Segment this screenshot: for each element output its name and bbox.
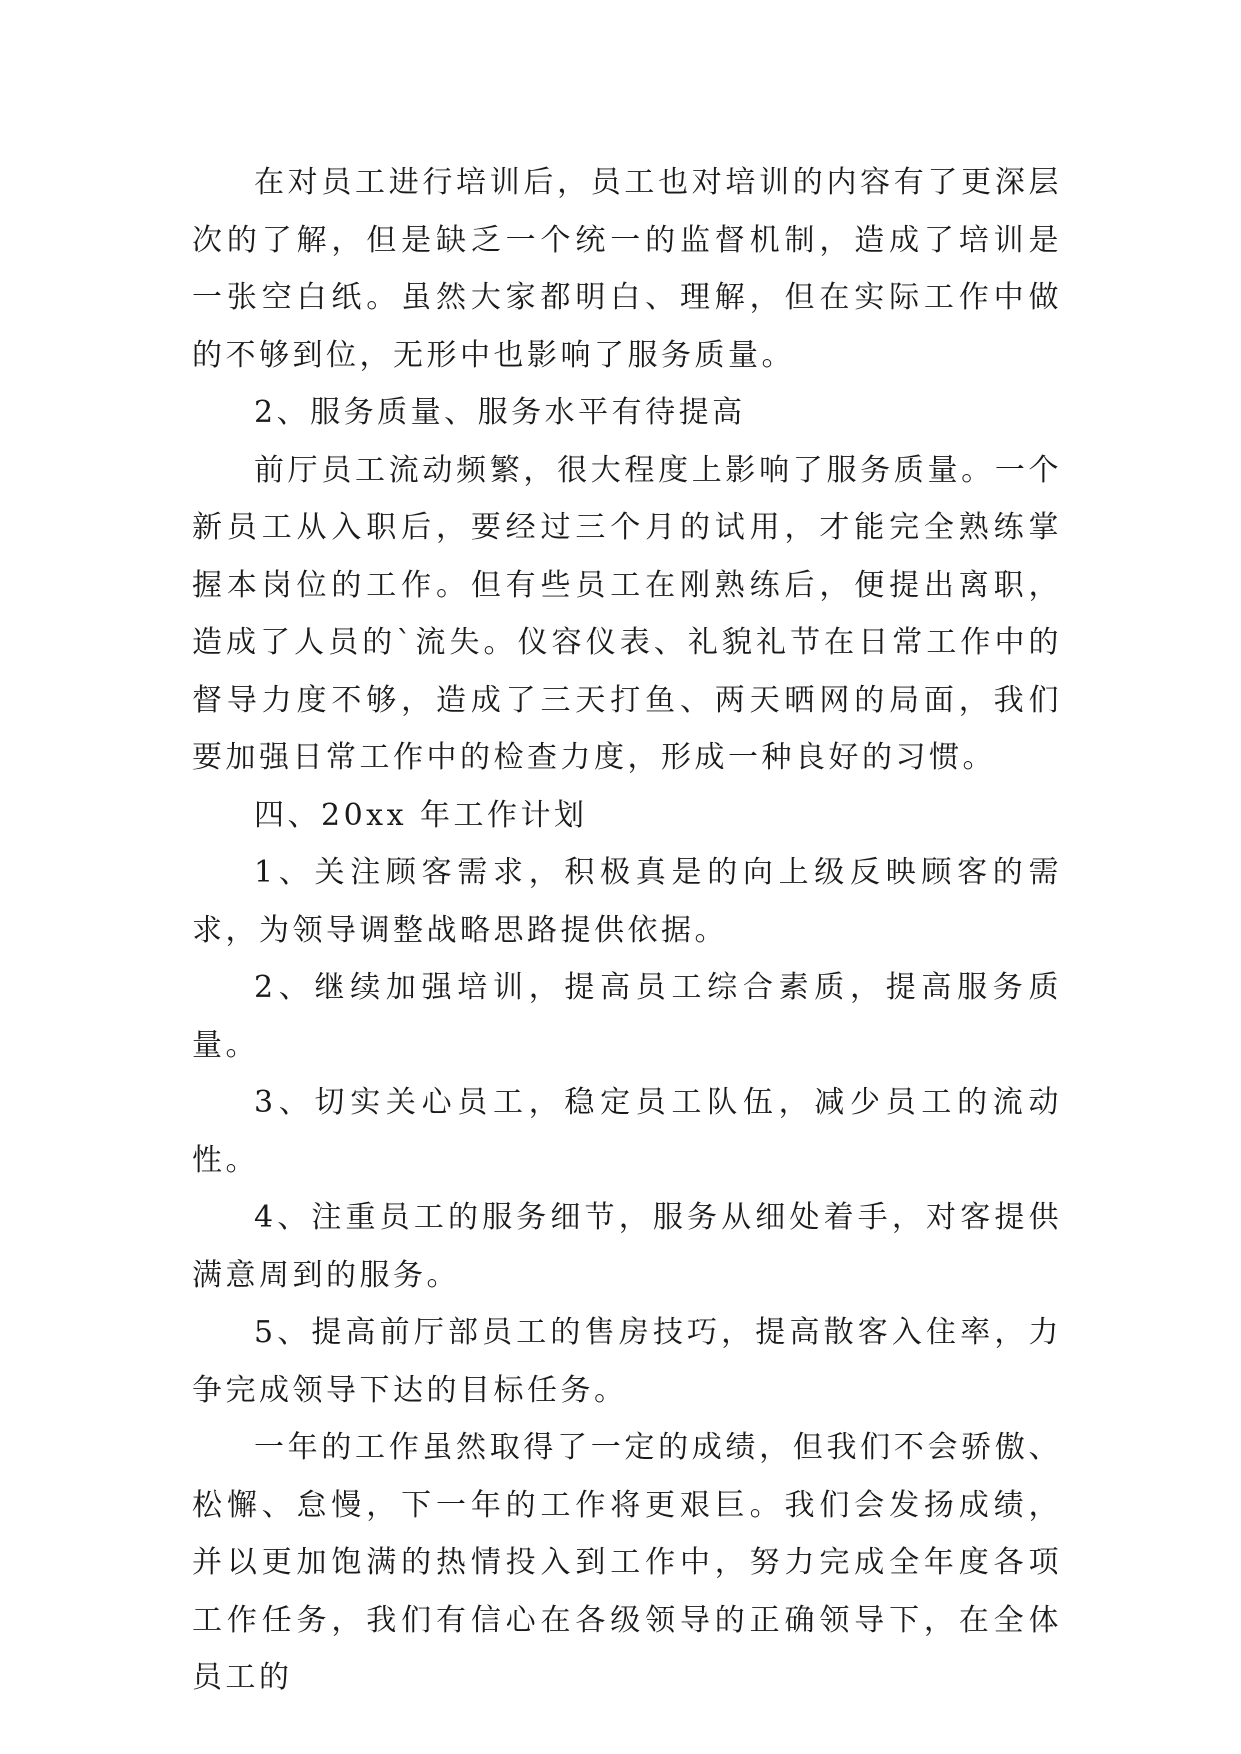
heading-service-quality: 2、服务质量、服务水平有待提高 (254, 395, 746, 430)
paragraph-training-supervision: 在对员工进行培训后，员工也对培训的内容有了更深层次的了解，但是缺乏一个统一的监督机制，造成了培训是一张空白纸。虽然大家都明白、理解，但在实际工作中做的不够到位，无形中也影响了服务质量。 (192, 165, 1062, 373)
heading-work-plan: 四、20xx 年工作计划 (254, 797, 588, 833)
plan-item-5: 5、提高前厅部员工的售房技巧，提高散客入住率，力争完成领导下达的目标任务。 (192, 1315, 1062, 1408)
paragraph-conclusion: 一年的工作虽然取得了一定的成绩，但我们不会骄傲、松懈、怠慢，下一年的工作将更艰巨。我们会发扬成绩，并以更加饱满的热情投入到工作中，努力完成全年度各项工作任务，我们有信心在各级领导的正确领导下，在全体员工的 (192, 1430, 1062, 1695)
plan-item-1: 1、关注顾客需求，积极真是的向上级反映顾客的需求，为领导调整战略思路提供依据。 (192, 855, 1062, 948)
plan-item-3: 3、切实关心员工，稳定员工队伍，减少员工的流动性。 (192, 1085, 1062, 1178)
paragraph-staff-turnover: 前厅员工流动频繁，很大程度上影响了服务质量。一个新员工从入职后，要经过三个月的试用，才能完全熟练掌握本岗位的工作。但有些员工在刚熟练后，便提出离职，造成了人员的`流失。仪容仪表、礼貌礼节在日常工作中的督导力度不够，造成了三天打鱼、两天晒网的局面，我们要加强日常工作中的检查力度，形成一种良好的习惯。 (192, 452, 1062, 775)
document-body (192, 154, 1062, 1707)
plan-item-2: 2、继续加强培训，提高员工综合素质，提高服务质量。 (192, 970, 1062, 1063)
plan-item-4: 4、注重员工的服务细节，服务从细处着手，对客提供满意周到的服务。 (192, 1200, 1062, 1293)
